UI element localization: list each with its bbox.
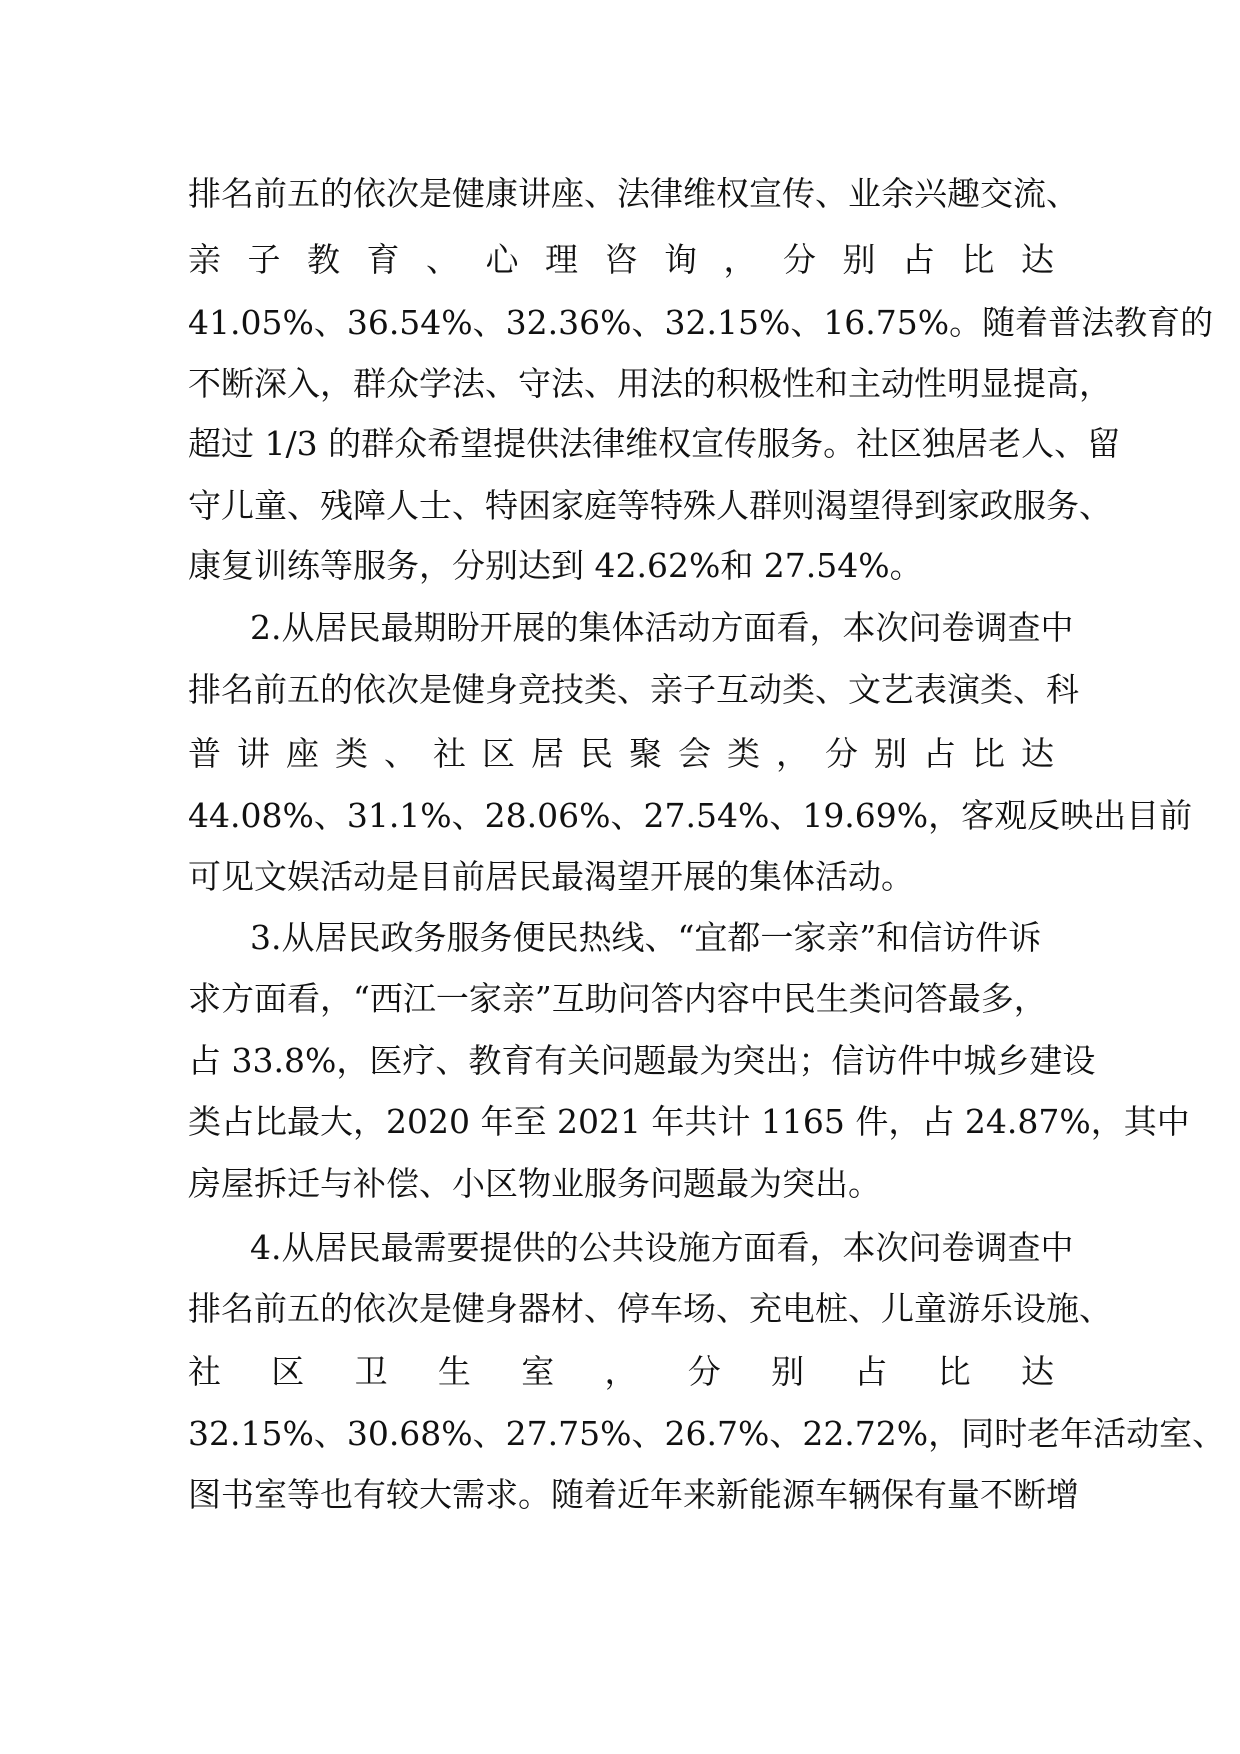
text-char: 座 xyxy=(286,734,319,773)
text-char: 分 xyxy=(687,1352,721,1391)
text-line: 类占比最大，2020 年至 2021 年共计 1165 件，占 24.87%，其中 xyxy=(188,1102,1190,1141)
text-char: 占 xyxy=(923,734,956,773)
text-line: 康复训练等服务，分别达到 42.62%和 27.54%。 xyxy=(188,546,923,585)
text-line-justified xyxy=(188,235,1054,285)
text-char: 、 xyxy=(384,734,417,773)
text-line: 44.08%、31.1%、28.06%、27.54%、19.69%，客观反映出目前 xyxy=(188,796,1193,835)
text-char: 卫 xyxy=(354,1352,388,1391)
text-line: 超过 1/3 的群众希望提供法律维权宣传服务。社区独居老人、留 xyxy=(188,424,1121,463)
text-char: 社 xyxy=(188,1352,221,1391)
text-line: 图书室等也有较大需求。随着近年来新能源车辆保有量不断增 xyxy=(188,1475,1079,1514)
text-line-justified xyxy=(188,1347,1054,1397)
text-char: 达 xyxy=(1020,1352,1054,1391)
text-char: 咨 xyxy=(604,240,638,279)
text-char: 分 xyxy=(825,734,858,773)
text-char: 生 xyxy=(437,1352,471,1391)
text-char: 教 xyxy=(307,240,340,279)
text-char: 询 xyxy=(664,240,697,279)
text-line: 排名前五的依次是健身竞技类、亲子互动类、文艺表演类、科 xyxy=(188,670,1079,709)
text-line: 排名前五的依次是健身器材、停车场、充电桩、儿童游乐设施、 xyxy=(188,1289,1112,1328)
text-char: 聚 xyxy=(629,734,662,773)
text-char: 理 xyxy=(545,240,578,279)
text-char: 达 xyxy=(1021,734,1054,773)
paragraph-first-line: 4.从居民最需要提供的公共设施方面看，本次问卷调查中 xyxy=(250,1228,1074,1267)
text-line: 排名前五的依次是健康讲座、法律维权宣传、业余兴趣交流、 xyxy=(188,174,1079,213)
text-char: 占 xyxy=(854,1352,888,1391)
text-char: 讲 xyxy=(237,734,270,773)
text-char: 会 xyxy=(678,734,711,773)
text-char: 类 xyxy=(335,734,368,773)
text-char: 子 xyxy=(247,240,281,279)
text-line: 32.15%、30.68%、27.75%、26.7%、22.72%，同时老年活动室、 xyxy=(188,1414,1226,1453)
text-char: ， xyxy=(604,1352,638,1391)
text-char: 社 xyxy=(433,734,466,773)
text-char: 达 xyxy=(1021,240,1054,279)
text-char: 居 xyxy=(531,734,564,773)
text-line: 房屋拆迁与补偿、小区物业服务问题最为突出。 xyxy=(188,1164,881,1203)
text-line: 求方面看，“西江一家亲”互助问答内容中民生类问答最多， xyxy=(188,979,1047,1018)
text-char: 民 xyxy=(580,734,613,773)
text-char: 类 xyxy=(727,734,760,773)
text-line: 守儿童、残障人士、特困家庭等特殊人群则渴望得到家政服务、 xyxy=(188,486,1112,525)
text-line: 41.05%、36.54%、32.36%、32.15%、16.75%。随着普法教育的 xyxy=(188,303,1214,342)
text-line: 占 33.8%，医疗、教育有关问题最为突出；信访件中城乡建设 xyxy=(188,1041,1096,1080)
text-char: ， xyxy=(723,240,757,279)
text-char: 比 xyxy=(937,1352,971,1391)
text-char: 别 xyxy=(842,240,876,279)
text-char: 普 xyxy=(188,734,221,773)
text-line-justified xyxy=(188,729,1054,779)
text-char: 区 xyxy=(482,734,515,773)
text-char: 比 xyxy=(972,734,1005,773)
text-char: 室 xyxy=(521,1352,555,1391)
text-char: 育 xyxy=(366,240,400,279)
paragraph-first-line: 2.从居民最期盼开展的集体活动方面看，本次问卷调查中 xyxy=(250,608,1074,647)
text-char: 心 xyxy=(485,240,519,279)
paragraph-first-line: 3.从居民政务服务便民热线、“宜都一家亲”和信访件诉 xyxy=(250,918,1042,957)
text-char: 亲 xyxy=(188,240,221,279)
text-char: 别 xyxy=(874,734,907,773)
text-char: 分 xyxy=(783,240,816,279)
text-char: 区 xyxy=(271,1352,305,1391)
text-char: 比 xyxy=(961,240,995,279)
text-char: 占 xyxy=(902,240,935,279)
text-line: 不断深入，群众学法、守法、用法的积极性和主动性明显提高， xyxy=(188,364,1112,403)
text-char: 别 xyxy=(771,1352,805,1391)
text-char: ， xyxy=(776,734,809,773)
text-char: 、 xyxy=(426,240,459,279)
text-line: 可见文娱活动是目前居民最渴望开展的集体活动。 xyxy=(188,857,914,896)
